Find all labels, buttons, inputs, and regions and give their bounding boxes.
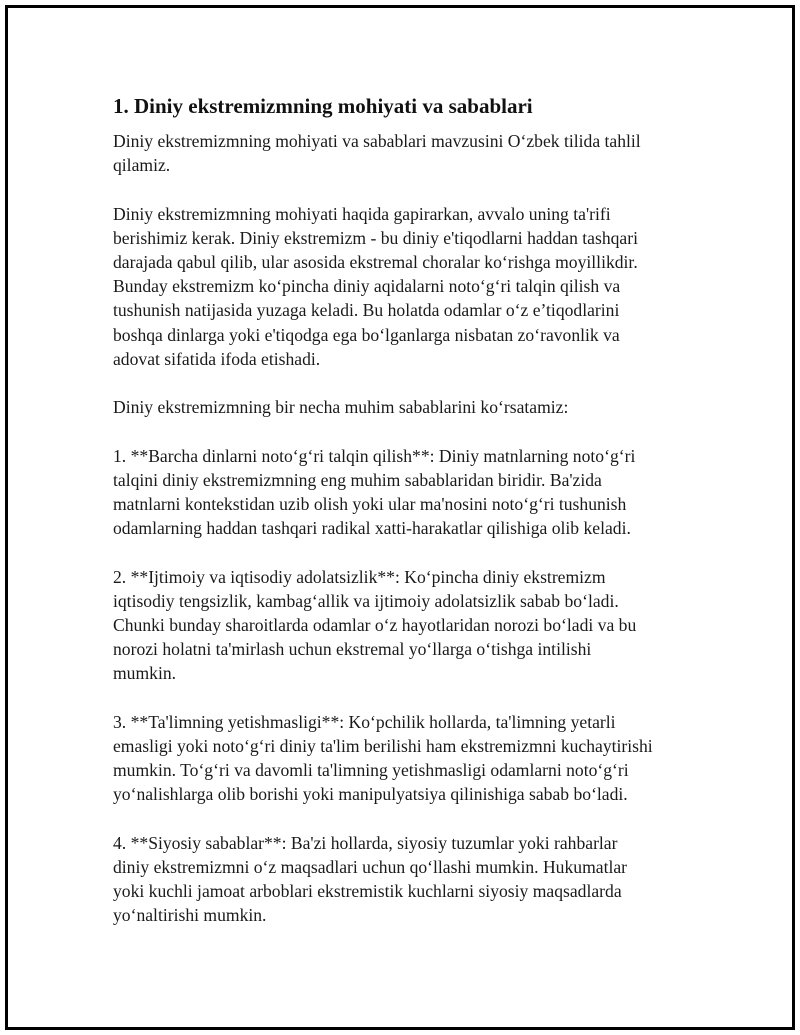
list-item-cause-2: 2. **Ijtimoiy va iqtisodiy adolatsizlik**: Ko‘pincha diniy ekstremizm iqtisodiy tengsizlik, kambag‘allik va ijtimoiy adolatsizlik sabab bo‘ladi. Chunki bunday sharoitlarda odamlar o‘z hayotlaridan norozi bo‘ladi va bu norozi holatni ta'mirlash uchun ekstremal yo‘llarga o‘tishga intilishi mumkin.	[113, 566, 637, 684]
paragraph-definition: Diniy ekstremizmning mohiyati haqida gapirarkan, avvalo uning ta'rifi berishimiz kerak. Diniy ekstremizm - bu diniy e'tiqodlarni haddan tashqari darajada qabul qilib, ular asosida ekstremal choralar ko‘rishga moyillikdir. Bunday ekstremizm ko‘pincha diniy aqidalarni noto‘g‘ri talqin qilish va tushunish natijasida yuzaga keladi. Bu holatda odamlar o‘z e’tiqodlarini boshqa dinlarga yoki e'tiqodga ega bo‘lganlarga nisbatan zo‘ravonlik va adovat sifatida ifoda etishadi.	[113, 203, 638, 369]
list-item-cause-3: 3. **Ta'limning yetishmasligi**: Ko‘pchilik hollarda, ta'limning yetarli emasligi yoki noto‘g‘ri diniy ta'lim berilishi ham ekstremizmni kuchaytirishi mumkin. To‘g‘ri va davomli ta'limning yetishmasligi odamlarni noto‘g‘ri yo‘nalishlarga olib borishi yoki manipulyatsiya qilinishiga sabab bo‘ladi.	[113, 711, 653, 805]
list-item-cause-4: 4. **Siyosiy sabablar**: Ba'zi hollarda, siyosiy tuzumlar yoki rahbarlar diniy ekstremizmni o‘z maqsadlari uchun qo‘llashi mumkin. Hukumatlar yoki kuchli jamoat arboblari ekstremistik kuchlarni siyosiy maqsadlarda yo‘naltirishi mumkin.	[113, 832, 628, 926]
list-item-cause-1: 1. **Barcha dinlarni noto‘g‘ri talqin qilish**: Diniy matnlarning noto‘g‘ri talqini diniy ekstremizmning eng muhim sabablaridan biridir. Ba'zida matnlarni kontekstidan uzib olish yoki ular ma'nosini noto‘g‘ri tushunish odamlarning haddan tashqari radikal xatti-harakatlar qilishiga olib keladi.	[113, 445, 636, 539]
document-body	[113, 92, 703, 952]
paragraph-causes-intro: Diniy ekstremizmning bir necha muhim sabablarini ko‘rsatamiz:	[113, 397, 569, 418]
document-title: 1. Diniy ekstremizmning mohiyati va sabablari	[113, 94, 533, 118]
paragraph-intro: Diniy ekstremizmning mohiyati va sabablari mavzusini O‘zbek tilida tahlil qilamiz.	[113, 131, 641, 176]
